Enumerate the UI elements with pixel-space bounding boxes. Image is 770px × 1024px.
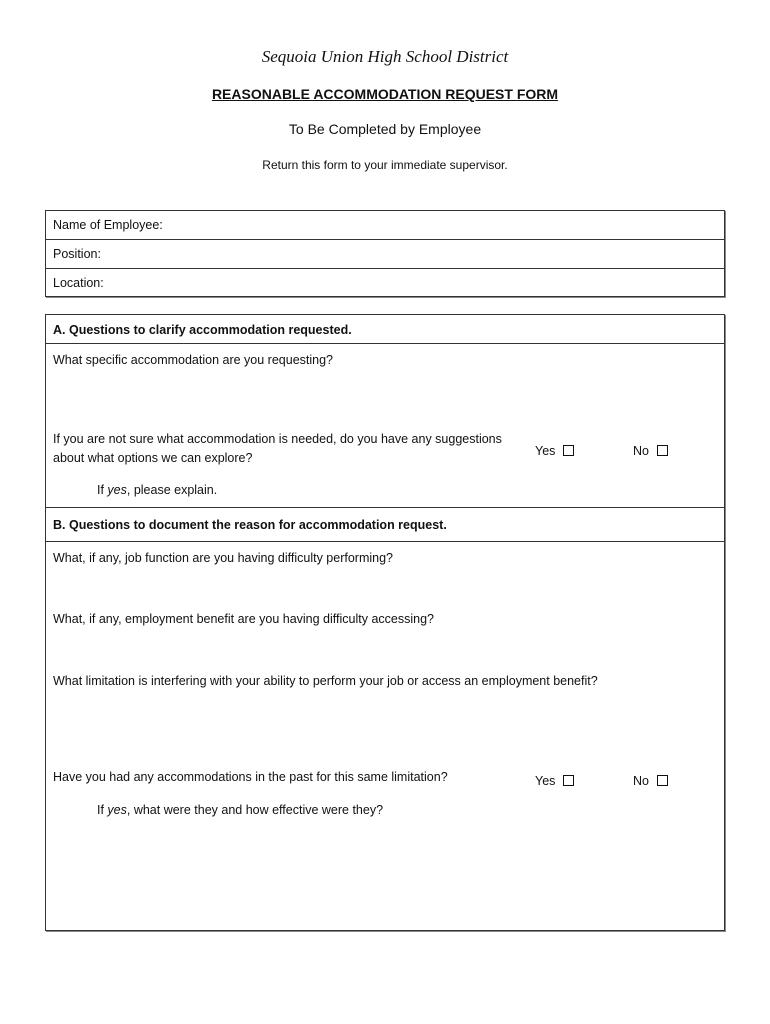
location-label: Location:	[53, 276, 104, 290]
section-b-question-1: What, if any, job function are you having difficulty performing?	[53, 551, 393, 565]
employee-info-box	[45, 210, 725, 297]
section-b-yes-option[interactable]	[535, 774, 574, 788]
section-a-no-option[interactable]	[633, 444, 668, 458]
position-label: Position:	[53, 247, 101, 261]
divider	[46, 507, 724, 508]
no-checkbox[interactable]	[657, 445, 668, 456]
district-name: Sequoia Union High School District	[261, 47, 509, 66]
employee-name-label: Name of Employee:	[53, 218, 163, 232]
form-subtitle: To Be Completed by Employee	[288, 121, 482, 137]
questions-box	[45, 314, 725, 931]
section-b-no-option[interactable]	[633, 774, 668, 788]
no-checkbox[interactable]	[657, 775, 668, 786]
employee-name-field[interactable]	[46, 211, 724, 239]
return-instruction: Return this form to your immediate supervisor.	[262, 158, 508, 172]
divider	[46, 541, 724, 542]
section-a-explain: If yes, please explain.	[97, 483, 218, 497]
divider	[46, 343, 724, 344]
yes-label: Yes	[535, 774, 556, 788]
question-line: about what options we can explore?	[53, 451, 253, 465]
form-title: REASONABLE ACCOMMODATION REQUEST FORM	[211, 86, 559, 102]
section-b-heading: B. Questions to document the reason for accommodation request.	[53, 518, 447, 532]
no-label: No	[633, 774, 649, 788]
section-a-heading: A. Questions to clarify accommodation requested.	[53, 323, 352, 337]
section-a-question-1: What specific accommodation are you requesting?	[53, 353, 334, 367]
yes-checkbox[interactable]	[563, 775, 574, 786]
section-a-question-2	[53, 430, 513, 468]
section-b-followup: If yes, what were they and how effective were they?	[97, 803, 384, 817]
section-a-yes-option[interactable]	[535, 444, 574, 458]
position-field[interactable]	[46, 239, 724, 267]
yes-label: Yes	[535, 444, 556, 458]
section-b-question-3: What limitation is interfering with your ability to perform your job or access an employment benefit?	[53, 674, 598, 688]
section-b-question-2: What, if any, employment benefit are you having difficulty accessing?	[53, 612, 434, 626]
no-label: No	[633, 444, 649, 458]
location-field[interactable]	[46, 268, 724, 296]
question-line: If you are not sure what accommodation is needed, do you have any suggestions	[53, 432, 502, 446]
yes-checkbox[interactable]	[563, 445, 574, 456]
section-b-question-4: Have you had any accommodations in the past for this same limitation?	[53, 770, 448, 784]
